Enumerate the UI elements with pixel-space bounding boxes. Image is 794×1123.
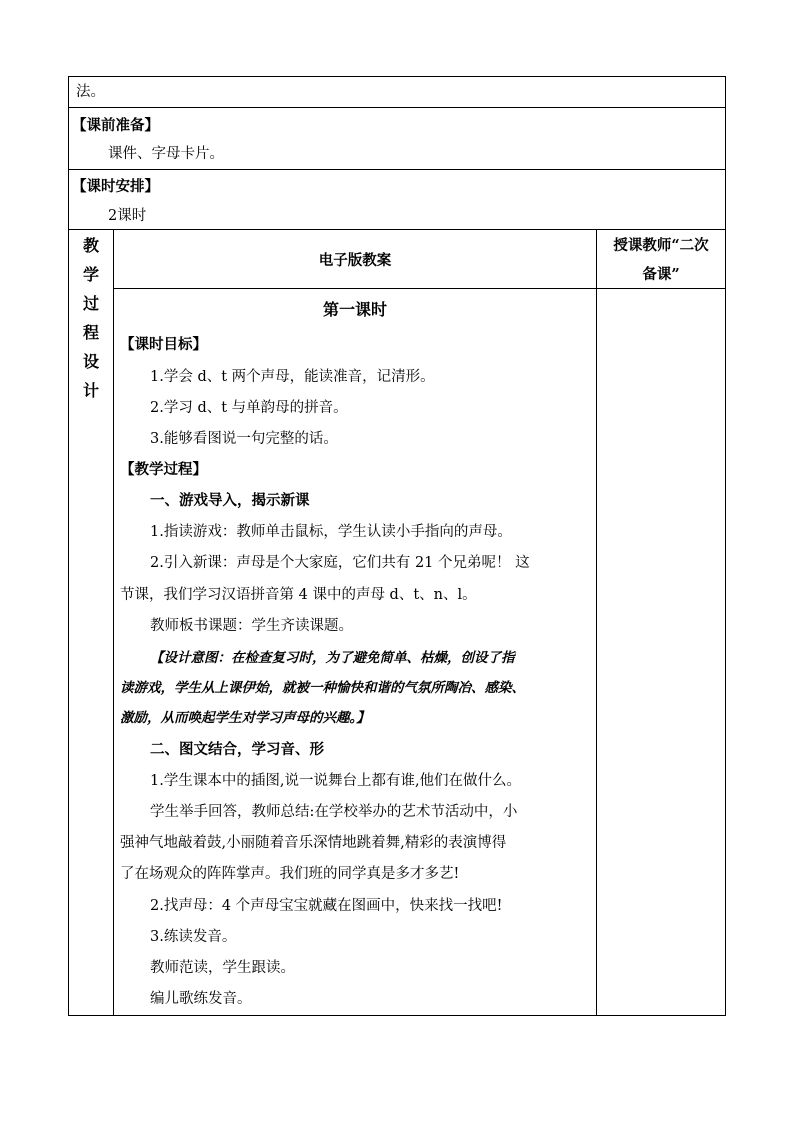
- section1-heading: 一、游戏导入，揭示新课: [150, 492, 310, 509]
- section2-line: 强神气地敲着鼓,小丽随着音乐深情地跳着舞,精彩的表演博得: [120, 835, 507, 851]
- main-column-header: 电子版教案: [318, 252, 392, 269]
- section2-heading: 二、图文结合，学习音、形: [150, 741, 324, 758]
- section1-line: 2.引入新课：声母是个大家庭，它们共有 21 个兄弟呢！ 这: [150, 555, 530, 571]
- section2-line: 1.学生课本中的插图,说一说舞台上都有谁,他们在做什么。: [150, 773, 522, 789]
- preparation-heading: 【课前准备】: [72, 117, 159, 134]
- table-border-bottom: [68, 1015, 726, 1016]
- section2-line: 教师范读，学生跟读。: [150, 960, 295, 976]
- teacher-column-header-line2: 备课”: [642, 266, 680, 283]
- process-heading: 【教学过程】: [120, 461, 207, 478]
- teacher-column-divider: [596, 229, 597, 1016]
- row-divider-2: [68, 169, 726, 170]
- goal-item: 1.学会 d、t 两个声母，能读准音，记清形。: [150, 369, 435, 385]
- section2-line: 了在场观众的阵阵掌声。我们班的同学真是多才多艺!: [120, 866, 460, 882]
- design-note-line: 读游戏，学生从上课伊始，就被一种愉快和谐的气氛所陶冶、感染、: [120, 680, 525, 696]
- preparation-content: 课件、字母卡片。: [108, 146, 224, 162]
- schedule-heading: 【课时安排】: [72, 178, 159, 195]
- section2-line: 学生举手回答，教师总结:在学校举办的艺术节活动中，小: [150, 804, 518, 820]
- lesson-title: 第一课时: [322, 300, 387, 319]
- teacher-column-header-line1: 授课教师“二次: [613, 237, 709, 254]
- side-label-char: 过: [83, 294, 100, 313]
- section1-line: 教师板书课题：学生齐读课题。: [150, 618, 353, 634]
- table-border-right: [725, 76, 726, 1016]
- row-divider-3: [68, 229, 726, 230]
- header-row-divider: [113, 288, 726, 289]
- section1-line: 1.指读游戏：教师单击鼠标，学生认读小手指向的声母。: [150, 524, 512, 540]
- side-label-char: 程: [83, 323, 100, 342]
- continuation-text: 法。: [76, 84, 105, 100]
- goal-item: 3.能够看图说一句完整的话。: [150, 431, 338, 447]
- design-note-line: 【设计意图：在检查复习时，为了避免简单、枯燥，创设了指: [150, 650, 515, 666]
- table-border-top: [68, 76, 726, 77]
- schedule-content: 2课时: [108, 208, 147, 224]
- section2-line: 2.找声母：4 个声母宝宝就藏在图画中，快来找一找吧!: [150, 898, 503, 914]
- goals-heading: 【课时目标】: [120, 336, 207, 353]
- section1-line: 节课，我们学习汉语拼音第 4 课中的声母 d、t、n、l。: [120, 587, 477, 603]
- side-label-char: 计: [83, 381, 100, 400]
- side-column-divider: [113, 229, 114, 1016]
- row-divider-1: [68, 107, 726, 108]
- side-label-char: 设: [83, 352, 100, 371]
- table-border-left: [68, 76, 69, 1016]
- section2-line: 编儿歌练发音。: [150, 991, 252, 1007]
- side-label-char: 学: [83, 265, 100, 284]
- section2-line: 3.练读发音。: [150, 929, 237, 945]
- design-note-line: 激励，从而唤起学生对学习声母的兴趣。】: [120, 710, 370, 726]
- side-label-char: 教: [83, 236, 100, 255]
- goal-item: 2.学习 d、t 与单韵母的拼音。: [150, 400, 348, 416]
